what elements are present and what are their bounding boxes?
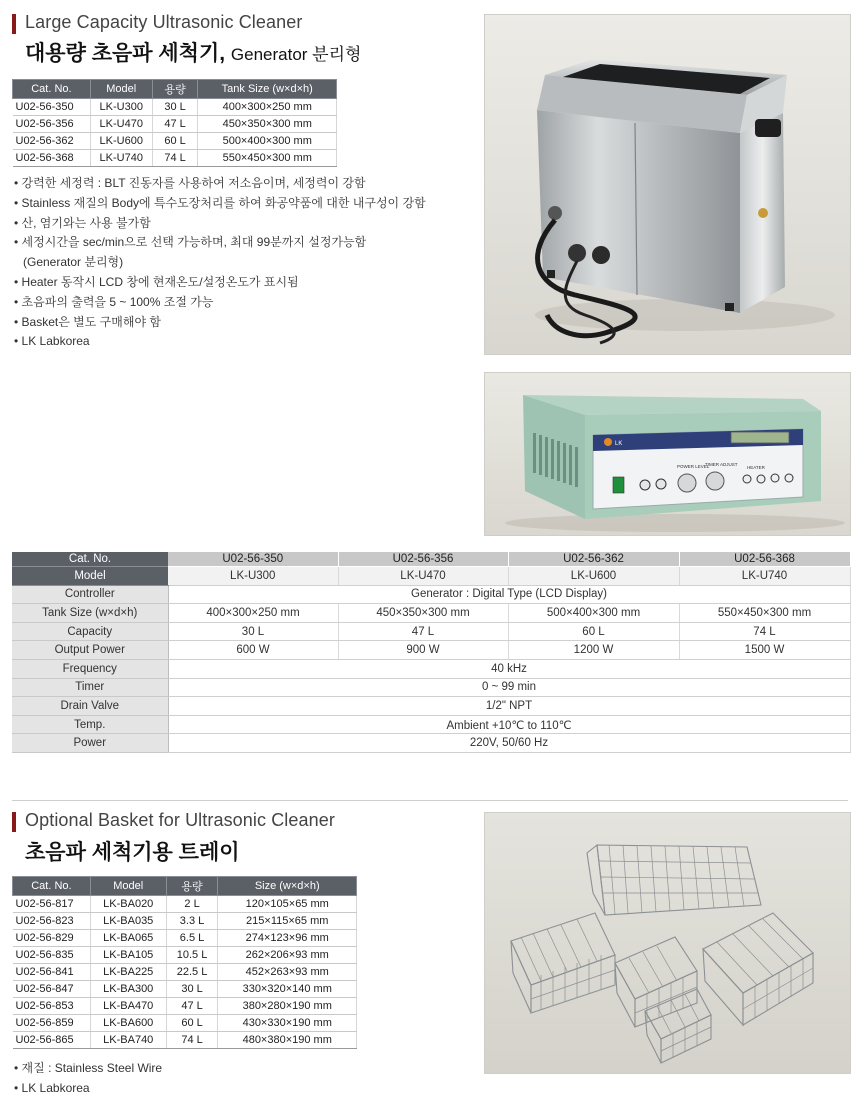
section-1-title-ko-main: 대용량 초음파 세척기, bbox=[25, 42, 226, 65]
table-cell: 6.5 L bbox=[166, 930, 218, 947]
table-cell: LK-U600 bbox=[90, 133, 152, 150]
list-item: • LK Labkorea bbox=[14, 1079, 162, 1099]
spec-cell: 900 W bbox=[338, 641, 508, 660]
table-cell: 500×400×300 mm bbox=[198, 133, 337, 150]
generator-unit-photo bbox=[484, 372, 851, 536]
table-row bbox=[13, 947, 357, 964]
column-header: Model bbox=[90, 877, 166, 896]
section-1-accent-bar bbox=[12, 14, 16, 34]
column-header: 용량 bbox=[152, 80, 198, 99]
section-1-title-en: Large Capacity Ultrasonic Cleaner bbox=[25, 12, 303, 32]
table-cell: U02-56-356 bbox=[13, 116, 91, 133]
spec-cell: 500×400×300 mm bbox=[508, 604, 679, 623]
table-row bbox=[13, 150, 337, 167]
generator-brand: LK bbox=[615, 441, 623, 447]
spec-row-header: Controller bbox=[12, 585, 168, 604]
table-row bbox=[13, 99, 337, 116]
table-cell: 450×350×300 mm bbox=[198, 116, 337, 133]
table-cell: 74 L bbox=[152, 150, 198, 167]
section-2-title-ko: 초음파 세척기용 트레이 bbox=[25, 841, 240, 864]
basket-feature-list bbox=[14, 1059, 162, 1099]
table-cell: LK-BA035 bbox=[90, 913, 166, 930]
table-cell: 30 L bbox=[166, 981, 218, 998]
table-cell: LK-U300 bbox=[90, 99, 152, 116]
table-header-row bbox=[13, 80, 337, 99]
spec-cell: LK-U300 bbox=[168, 567, 338, 586]
column-header: Model bbox=[90, 80, 152, 99]
table-cell: 2 L bbox=[166, 896, 218, 913]
spec-row bbox=[12, 604, 850, 623]
spec-cell-merged: 0 ~ 99 min bbox=[168, 678, 850, 697]
table-cell: 215×115×65 mm bbox=[218, 913, 357, 930]
cleaner-specification-table bbox=[12, 552, 851, 753]
basket-model-table bbox=[12, 876, 357, 1049]
spec-row bbox=[12, 678, 850, 697]
spec-cell: 400×300×250 mm bbox=[168, 604, 338, 623]
spec-cell: 550×450×300 mm bbox=[679, 604, 850, 623]
table-cell: 30 L bbox=[152, 99, 198, 116]
wire-basket-photo bbox=[484, 812, 851, 1074]
spec-cell: 600 W bbox=[168, 641, 338, 660]
table-row bbox=[13, 116, 337, 133]
spec-cell: LK-U470 bbox=[338, 567, 508, 586]
table-cell: U02-56-835 bbox=[13, 947, 91, 964]
list-item: • 세정시간을 sec/min으로 선택 가능하며, 최대 99분까지 설정가능함 bbox=[14, 233, 426, 253]
spec-row bbox=[12, 552, 850, 567]
table-cell: LK-BA300 bbox=[90, 981, 166, 998]
spec-row-header: Temp. bbox=[12, 715, 168, 734]
table-row bbox=[13, 896, 357, 913]
spec-row-header: Capacity bbox=[12, 622, 168, 641]
table-cell: 3.3 L bbox=[166, 913, 218, 930]
table-cell: U02-56-817 bbox=[13, 896, 91, 913]
spec-cell-merged: Generator : Digital Type (LCD Display) bbox=[168, 585, 850, 604]
table-cell: U02-56-829 bbox=[13, 930, 91, 947]
spec-column-header: U02-56-350 bbox=[168, 552, 338, 567]
spec-row-header: Output Power bbox=[12, 641, 168, 660]
spec-cell-merged: 40 kHz bbox=[168, 659, 850, 678]
cleaner-feature-list bbox=[14, 174, 426, 352]
spec-row bbox=[12, 641, 850, 660]
spec-row bbox=[12, 697, 850, 716]
section-divider bbox=[12, 800, 848, 801]
spec-row-header: Power bbox=[12, 734, 168, 753]
generator-label-timer: TIMER ADJUST bbox=[705, 462, 738, 467]
cleaner-model-table bbox=[12, 79, 337, 167]
table-cell: LK-U740 bbox=[90, 150, 152, 167]
table-cell: U02-56-865 bbox=[13, 1032, 91, 1049]
spec-cell: 1500 W bbox=[679, 641, 850, 660]
table-cell: 262×206×93 mm bbox=[218, 947, 357, 964]
table-cell: 47 L bbox=[152, 116, 198, 133]
table-cell: U02-56-368 bbox=[13, 150, 91, 167]
table-cell: 60 L bbox=[152, 133, 198, 150]
spec-row-header: Tank Size (w×d×h) bbox=[12, 604, 168, 623]
table-row bbox=[13, 1015, 357, 1032]
table-cell: LK-BA065 bbox=[90, 930, 166, 947]
table-cell: LK-BA600 bbox=[90, 1015, 166, 1032]
spec-column-header: U02-56-362 bbox=[508, 552, 679, 567]
spec-cell-merged: 220V, 50/60 Hz bbox=[168, 734, 850, 753]
table-cell: 550×450×300 mm bbox=[198, 150, 337, 167]
table-cell: LK-BA225 bbox=[90, 964, 166, 981]
table-cell: U02-56-823 bbox=[13, 913, 91, 930]
table-cell: 120×105×65 mm bbox=[218, 896, 357, 913]
list-item: • 재질 : Stainless Steel Wire bbox=[14, 1059, 162, 1079]
table-cell: LK-BA020 bbox=[90, 896, 166, 913]
spec-cell: 60 L bbox=[508, 622, 679, 641]
table-cell: 60 L bbox=[166, 1015, 218, 1032]
table-cell: 74 L bbox=[166, 1032, 218, 1049]
table-cell: 22.5 L bbox=[166, 964, 218, 981]
table-cell: 430×330×190 mm bbox=[218, 1015, 357, 1032]
list-item: • Stainless 재질의 Body에 특수도장처리를 하여 화공약품에 대한 내구성이 강함 bbox=[14, 194, 426, 214]
table-cell: U02-56-362 bbox=[13, 133, 91, 150]
column-header: Cat. No. bbox=[13, 877, 91, 896]
column-header: Tank Size (w×d×h) bbox=[198, 80, 337, 99]
spec-row-header: Frequency bbox=[12, 659, 168, 678]
spec-cell: 30 L bbox=[168, 622, 338, 641]
generator-label-power: POWER LEVEL bbox=[677, 464, 710, 469]
table-cell: U02-56-847 bbox=[13, 981, 91, 998]
spec-row-header: Drain Valve bbox=[12, 697, 168, 716]
spec-cell: LK-U740 bbox=[679, 567, 850, 586]
spec-cell-merged: Ambient +10℃ to 110℃ bbox=[168, 715, 850, 734]
list-item: • Basket은 별도 구매해야 함 bbox=[14, 313, 426, 333]
section-2-accent-bar bbox=[12, 812, 16, 832]
table-cell: 380×280×190 mm bbox=[218, 998, 357, 1015]
table-cell: LK-BA470 bbox=[90, 998, 166, 1015]
spec-row bbox=[12, 585, 850, 604]
spec-cell: 450×350×300 mm bbox=[338, 604, 508, 623]
table-cell: 452×263×93 mm bbox=[218, 964, 357, 981]
list-item: (Generator 분리형) bbox=[23, 255, 124, 270]
spec-cell: 1200 W bbox=[508, 641, 679, 660]
spec-row-header: Model bbox=[12, 567, 168, 586]
spec-row-header: Timer bbox=[12, 678, 168, 697]
ultrasonic-cleaner-photo bbox=[484, 14, 851, 355]
table-row bbox=[13, 913, 357, 930]
spec-row bbox=[12, 715, 850, 734]
table-cell: U02-56-841 bbox=[13, 964, 91, 981]
spec-cell: LK-U600 bbox=[508, 567, 679, 586]
table-row bbox=[13, 998, 357, 1015]
section-1-title-ko-suffix: Generator 분리형 bbox=[230, 45, 362, 64]
list-item: • 산, 염기와는 사용 불가함 bbox=[14, 214, 426, 234]
spec-row bbox=[12, 622, 850, 641]
list-item: • 강력한 세정력 : BLT 진동자를 사용하여 저소음이며, 세정력이 강함 bbox=[14, 174, 426, 194]
generator-label-heater: HEATER bbox=[747, 465, 765, 470]
table-cell: 480×380×190 mm bbox=[218, 1032, 357, 1049]
table-cell: U02-56-859 bbox=[13, 1015, 91, 1032]
table-cell: U02-56-350 bbox=[13, 99, 91, 116]
spec-row-header: Cat. No. bbox=[12, 552, 168, 567]
spec-column-header: U02-56-368 bbox=[679, 552, 850, 567]
list-item: • 초음파의 출력을 5 ~ 100% 조절 가능 bbox=[14, 293, 426, 313]
column-header: Cat. No. bbox=[13, 80, 91, 99]
column-header: 용량 bbox=[166, 877, 218, 896]
table-row bbox=[13, 964, 357, 981]
section-1-title-ko bbox=[25, 37, 361, 67]
spec-row bbox=[12, 734, 850, 753]
table-row bbox=[13, 930, 357, 947]
table-cell: 47 L bbox=[166, 998, 218, 1015]
spec-cell-merged: 1/2" NPT bbox=[168, 697, 850, 716]
table-row bbox=[13, 981, 357, 998]
column-header: Size (w×d×h) bbox=[218, 877, 357, 896]
spec-row bbox=[12, 659, 850, 678]
table-cell: U02-56-853 bbox=[13, 998, 91, 1015]
table-cell: LK-U470 bbox=[90, 116, 152, 133]
table-cell: 400×300×250 mm bbox=[198, 99, 337, 116]
table-cell: 330×320×140 mm bbox=[218, 981, 357, 998]
table-row bbox=[13, 133, 337, 150]
list-item: • LK Labkorea bbox=[14, 332, 426, 352]
spec-cell: 74 L bbox=[679, 622, 850, 641]
spec-column-header: U02-56-356 bbox=[338, 552, 508, 567]
spec-row bbox=[12, 567, 850, 586]
section-2-title-en: Optional Basket for Ultrasonic Cleaner bbox=[25, 810, 335, 830]
table-cell: LK-BA740 bbox=[90, 1032, 166, 1049]
table-cell: LK-BA105 bbox=[90, 947, 166, 964]
table-cell: 10.5 L bbox=[166, 947, 218, 964]
table-header-row bbox=[13, 877, 357, 896]
list-item: • Heater 동작시 LCD 창에 현재온도/설정온도가 표시됨 bbox=[14, 273, 426, 293]
table-cell: 274×123×96 mm bbox=[218, 930, 357, 947]
spec-cell: 47 L bbox=[338, 622, 508, 641]
table-row bbox=[13, 1032, 357, 1049]
